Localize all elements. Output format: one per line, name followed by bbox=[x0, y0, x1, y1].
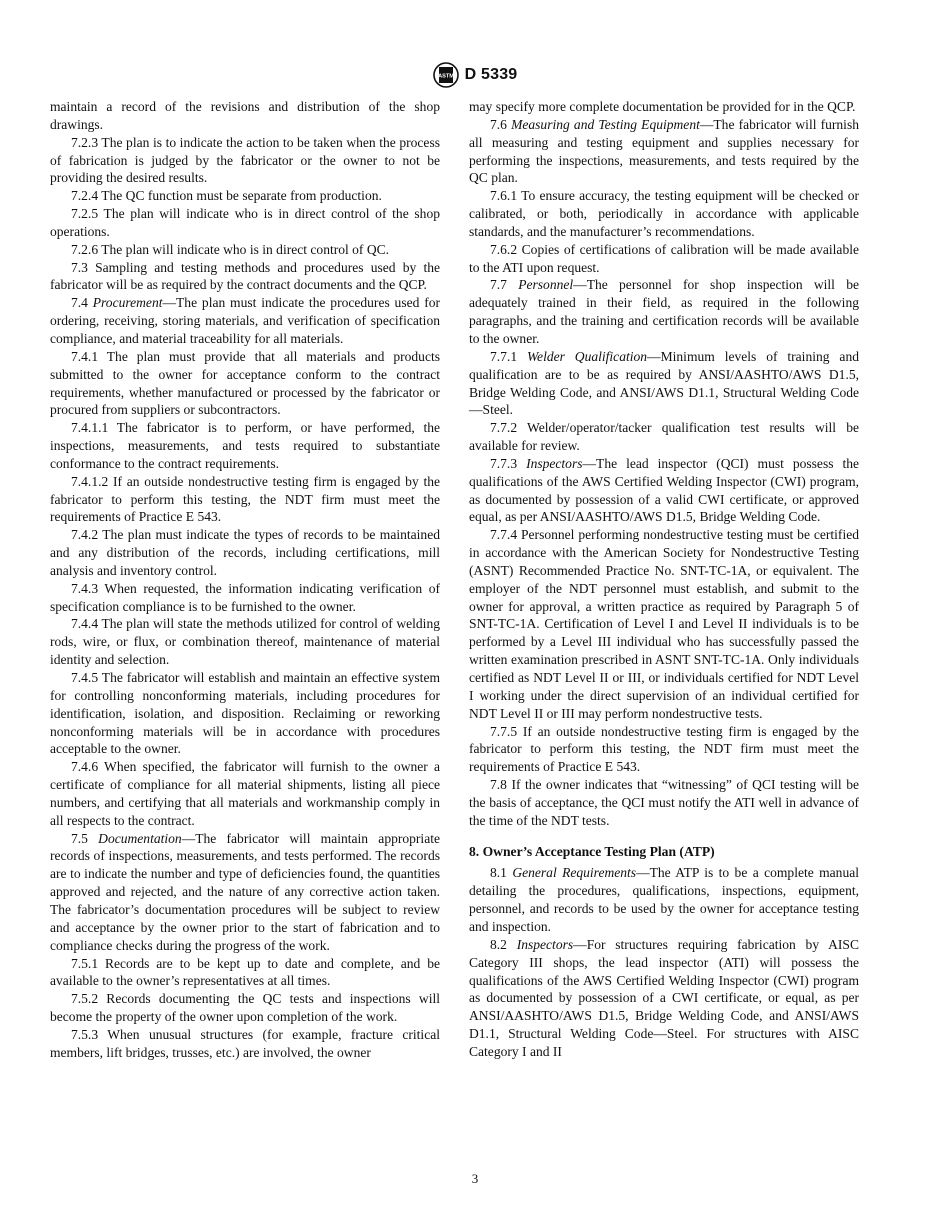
paragraph: 7.2.4 The QC function must be separate from production. bbox=[71, 188, 382, 204]
paragraph bbox=[469, 348, 859, 419]
page-number: 3 bbox=[471, 1171, 479, 1186]
paragraph: 7.8 If the owner indicates that “witnessing” of QCI testing will be the basis of acceptance, the QCI must notify the ATI well in advance of the time of the NDT tests. bbox=[469, 777, 859, 828]
paragraph: 7.6.1 To ensure accuracy, the testing equipment will be checked or calibrated, or both, periodically in accordance with applicable standards, and the manufacturer’s recommendations. bbox=[469, 188, 859, 239]
paragraph bbox=[469, 116, 859, 187]
paragraph-text: —The fabricator will maintain appropriate records of inspections, measurements, and tests performed. The records are to indicate the number and type of deficiencies found, the quantities approved and rejected, and the nature of any corrective action taken. The fabricator’s documentation procedures will be subject to review and acceptance by the owner prior to the start of fabrication and to compliance checks during the progress of the work. bbox=[50, 830, 440, 953]
section-number: 8.1 bbox=[490, 865, 513, 881]
svg-text:ASTM: ASTM bbox=[437, 73, 454, 80]
paragraph: 7.4.4 The plan will state the methods utilized for control of welding rods, wire, or flux, or combination thereof, maintenance of material identity and selection. bbox=[50, 616, 440, 668]
left-column bbox=[50, 98, 440, 1062]
paragraph: 7.4.1 The plan must provide that all materials and products submitted to the owner for acceptance conform to the contract requirements, whether manufactured or processed by the fabricator or procured from suppliers or subcontractors. bbox=[50, 348, 440, 418]
astm-logo-icon bbox=[433, 62, 459, 88]
paragraph bbox=[50, 830, 440, 955]
paragraph-text: —The plan must indicate the procedures used for ordering, receiving, storing materials, and verification of specification compliance, and material traceability for all materials. bbox=[50, 295, 440, 346]
paragraph-text: —The ATP is to be a complete manual detailing the procedures, qualifications, inspections, equipment, personnel, and records to be used by the owner for acceptance testing and inspection. bbox=[469, 865, 859, 934]
paragraph: 7.6.2 Copies of certifications of calibration will be made available to the ATI upon request. bbox=[469, 241, 859, 275]
paragraph: may specify more complete documentation be provided for in the QCP. bbox=[469, 99, 856, 114]
page-header bbox=[0, 62, 950, 93]
paragraph-text: —The fabricator will furnish all measuring and testing equipment and supplies necessary for performing the inspections, measurements, and tests required by the QC plan. bbox=[469, 116, 859, 186]
standard-designation: D 5339 bbox=[464, 66, 518, 83]
section-title: Welder Qualification bbox=[527, 348, 648, 364]
section-number: 7.7.3 bbox=[490, 455, 527, 471]
paragraph-text: —Minimum levels of training and qualification are to be as required by ANSI/AASHTO/AWS D1.5, Bridge Welding Code, and ANSI/AWS D1.1, Structural Welding Code—Steel. bbox=[469, 348, 859, 418]
section-number: 7.6 bbox=[490, 116, 512, 132]
paragraph: 7.7.2 Welder/operator/tacker qualification test results will be available for review. bbox=[469, 420, 859, 454]
paragraph bbox=[469, 864, 859, 935]
section-title: Measuring and Testing Equipment bbox=[511, 116, 700, 132]
paragraph: 7.5.3 When unusual structures (for example, fracture critical members, lift bridges, trusses, etc.) are involved, the owner bbox=[50, 1026, 440, 1060]
section-number: 8.2 bbox=[490, 936, 517, 952]
section-title: Inspectors bbox=[516, 936, 574, 952]
paragraph bbox=[469, 276, 859, 347]
paragraph: 7.7.5 If an outside nondestructive testing firm is engaged by the fabricator to perform this testing, the NDT firm must meet the requirements of Practice E 543. bbox=[469, 723, 859, 775]
section-number: 7.5 bbox=[71, 830, 99, 846]
paragraph: 7.4.2 The plan must indicate the types of records to be maintained and any distribution of the records, including certifications, mill analysis and inventory control. bbox=[50, 527, 440, 578]
paragraph: 7.4.3 When requested, the information indicating verification of specification compliance is to be furnished to the owner. bbox=[50, 580, 440, 614]
paragraph: 7.2.3 The plan is to indicate the action to be taken when the process of fabrication is judged by the fabricator or the owner to not be providing the desired results. bbox=[50, 134, 440, 186]
paragraph: 7.3 Sampling and testing methods and procedures used by the fabricator will be as required by the contract documents and the QCP. bbox=[50, 259, 440, 293]
paragraph-text: —The lead inspector (QCI) must possess the qualifications of the AWS Certified Welding Inspector (CWI) program, as documented by possession of a valid CWI certificate, or approved equal, as per ANSI/AASHTO/AWS D1.5, Bridge Welding Code. bbox=[469, 455, 859, 525]
paragraph: maintain a record of the revisions and distribution of the shop drawings. bbox=[50, 99, 440, 132]
section-title: General Requirements bbox=[512, 865, 637, 881]
paragraph: 7.2.5 The plan will indicate who is in direct control of the shop operations. bbox=[50, 206, 440, 239]
section-number: 7.4 bbox=[71, 295, 93, 311]
section-heading: 8. Owner’s Acceptance Testing Plan (ATP) bbox=[469, 843, 715, 859]
paragraph bbox=[50, 294, 440, 348]
section-title: Documentation bbox=[98, 830, 182, 846]
section-number: 7.7 bbox=[490, 277, 519, 293]
paragraph-text: —For structures requiring fabrication by AISC Category III shops, the lead inspector (ATI) will possess the qualifications of the AWS Certified Welding Inspector (CWI) program as documented by possession of a CWI certificate, or equal, as per ANSI/AASHTO/AWS D1.5, Bridge Welding Code, and ANSI/AWS D1.1, Structural Welding Code—Steel. For structures with AISC Category I and II bbox=[469, 936, 859, 1059]
section-title: Personnel bbox=[518, 277, 574, 293]
paragraph bbox=[469, 455, 859, 526]
paragraph: 7.4.1.1 The fabricator is to perform, or have performed, the inspections, measurements, and tests required to substantiate conformance to the contract requirements. bbox=[50, 420, 440, 471]
paragraph: 7.7.4 Personnel performing nondestructive testing must be certified in accordance with the American Society for Nondestructive Testing (ASNT) Recommended Practice No. SNT-TC-1A, or equivalent. The employer of the NDT personnel must establish, and submit to the owner for approval, a written practice as required by Paragraph 5 of SNT-TC-1A. Certification of Level I and Level II individuals is to be performed by a Level III individual who has successfully passed the written examination prescribed in ASNT SNT-TC-1A. Only individuals certified as NDT Level II or III, or individuals certified for NDT Level I working under the direct supervision of an individual certified for NDT Level II or III may perform nondestructive tests. bbox=[469, 527, 859, 721]
paragraph-text: —The personnel for shop inspection will be adequately trained in their field, as required in the following paragraphs, and the training and certification records will be available to the owner. bbox=[469, 277, 859, 346]
right-column bbox=[469, 98, 859, 1061]
paragraph: 7.2.6 The plan will indicate who is in direct control of QC. bbox=[71, 241, 390, 257]
paragraph: 7.4.1.2 If an outside nondestructive testing firm is engaged by the fabricator to perform this testing, the NDT firm must meet the requirements of Practice E 543. bbox=[50, 473, 440, 525]
paragraph: 7.4.5 The fabricator will establish and maintain an effective system for controlling nonconforming materials, including procedures for identification, isolation, and disposition. Reclaiming or reworking nonconforming materials will be in accordance with procedures acceptable to the owner. bbox=[50, 670, 440, 757]
paragraph bbox=[469, 936, 859, 1061]
section-number: 7.7.1 bbox=[490, 348, 528, 364]
paragraph: 7.5.1 Records are to be kept up to date and complete, and be available to the owner’s representatives at all times. bbox=[50, 955, 440, 989]
section-title: Procurement bbox=[92, 295, 163, 311]
paragraph: 7.5.2 Records documenting the QC tests and inspections will become the property of the owner upon completion of the work. bbox=[50, 991, 440, 1025]
section-title: Inspectors bbox=[526, 455, 583, 471]
paragraph: 7.4.6 When specified, the fabricator will furnish to the owner a certificate of compliance for all material shipments, listing all piece numbers, and certifying that all materials and workmanship comply in all respects to the contract. bbox=[50, 759, 440, 828]
